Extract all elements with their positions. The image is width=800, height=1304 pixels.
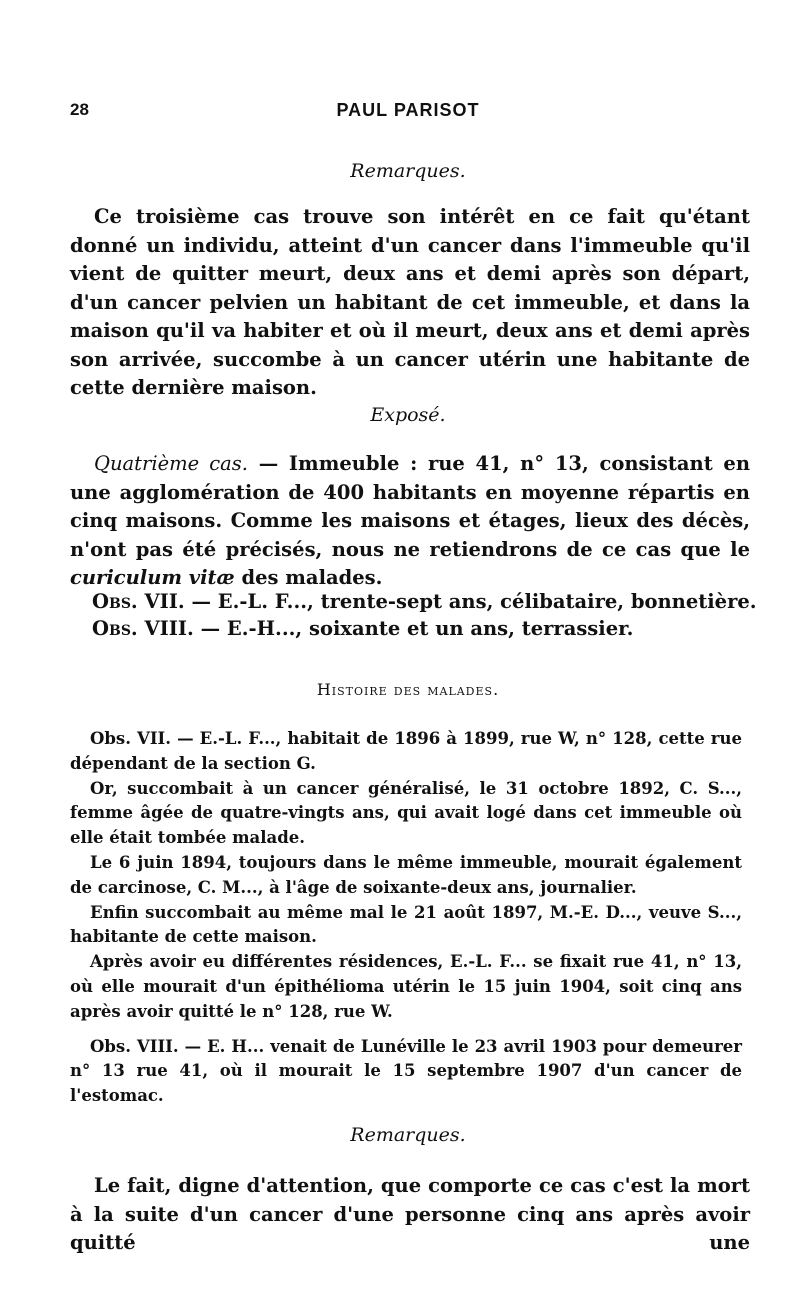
running-head [70, 100, 746, 124]
obs-vii-text: — E.-L. F..., trente-sept ans, célibataire, bonnetière. [184, 590, 757, 613]
remarques-text-2: Le fait, digne d'attention, que comporte ce cas c'est la mort à la suite d'un cancer d'une personne cinq ans après avoir quitté une [70, 1174, 750, 1254]
histoire-paragraph: Obs. VII. — E.-L. F..., habitait de 1896 à 1899, rue W, n° 128, cette rue dépendant de la section G. [70, 729, 742, 773]
remarques-paragraph-1 [70, 203, 750, 403]
histoire-paragraph: Obs. VIII. — E. H... venait de Lunéville le 23 avril 1903 pour demeurer n° 13 rue 41, où il mourait le 15 septembre 1907 d'un cancer de l'estomac. [70, 1036, 742, 1106]
running-title: PAUL PARISOT [336, 100, 480, 120]
expose-lead-text: — Immeuble : rue 41, n° 13, consistant en une agglomération de 400 habitants en moyenne répartis en cinq maisons. Comme les maisons et étages, lieux des décès, n'ont pas été précisés, nous ne retiendrons de ce cas que le [70, 452, 750, 561]
expose-text [70, 450, 750, 593]
expose-tail-text: des malades. [234, 566, 383, 589]
histoire-title: Histoire des malades. [316, 680, 500, 699]
histoire-paragraph: Enfin succombait au même mal le 21 août 1897, M.-E. D..., veuve S..., habitante de cette maison. [70, 902, 742, 947]
expose-paragraph [70, 450, 750, 593]
histoire-paragraph: Or, succombait à un cancer généralisé, le 31 octobre 1892, C. S..., femme âgée de quatre-vingts ans, qui avait logé dans cet immeuble où elle était tombée malade. [70, 778, 742, 848]
remarques-heading-1: Remarques. [350, 160, 466, 182]
remarques-heading-2: Remarques. [350, 1124, 466, 1146]
expose-heading: Exposé. [370, 404, 446, 426]
obs-viii-text: — E.-H..., soixante et un ans, terrassier. [193, 617, 634, 640]
histoire-block [70, 727, 742, 1109]
case-label: Quatrième cas. [94, 452, 249, 475]
obs-vii-label: Obs. VII. [92, 590, 185, 613]
histoire-paragraph: Après avoir eu différentes résidences, E.-L. F... se fixait rue 41, n° 13, où elle mourait d'un épithélioma utérin le 15 juin 1904, soit cinq ans après avoir quitté le n° 128, rue W. [70, 952, 742, 1021]
remarques-paragraph-2 [70, 1172, 750, 1258]
histoire-paragraph: Le 6 juin 1894, toujours dans le même immeuble, mourait également de carcinose, C. M..., à l'âge de soixante-deux ans, journalier. [70, 852, 742, 897]
obs-viii-label: Obs. VIII. [92, 617, 194, 640]
obs-vii-summary [92, 590, 757, 613]
curiculum-vitae-term: curiculum vitæ [70, 566, 235, 589]
obs-viii-summary [92, 617, 752, 640]
page-number: 28 [70, 100, 89, 119]
remarques-text-1: Ce troisième cas trouve son intérêt en ce fait qu'étant donné un individu, atteint d'un cancer dans l'immeuble qu'il vient de quitter meurt, deux ans et demi après son départ, d'un cancer pelvien un habitant de cet immeuble, et dans la maison qu'il va habiter et où il meurt, deux ans et demi après son arrivée, succombe à un cancer utérin une habitante de cette dernière maison. [70, 205, 750, 399]
